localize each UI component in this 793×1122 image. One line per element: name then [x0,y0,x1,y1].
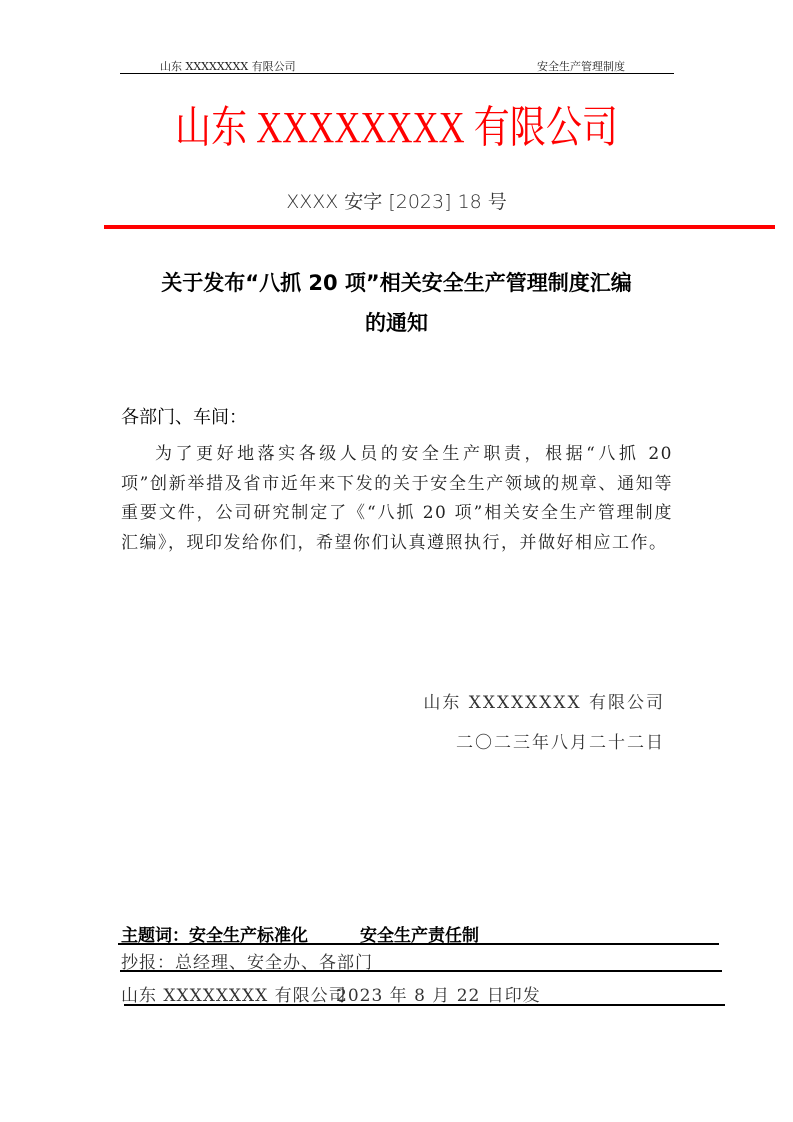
footer-rule-2 [120,970,722,972]
salutation: 各部门、车间： [121,407,247,428]
signature-date: 二〇二三年八月二十二日 [456,733,665,753]
footer-rule-1 [118,943,719,945]
page-header-company: 山东 XXXXXXXX 有限公司 [160,60,296,73]
footer-rule-3 [124,1004,725,1006]
signature-company: 山东 XXXXXXXX 有限公司 [423,693,665,713]
keyword-2: 安全生产责任制 [360,926,479,946]
body-paragraph: 为了更好地落实各级人员的安全生产职责，根据“八抓 20 项”创新举措及省市近年来下发的关于安全生产领域的规章、通知等重要文件，公司研究制定了《“八抓 20 项”相关安全生产管理制度汇编》，现印发给你们，希望你们认真遵照执行，并做好相应工作。 [121,444,673,553]
notice-title-line-2: 的通知 [365,311,428,335]
document-number: XXXX 安字 [2023] 18 号 [286,191,507,213]
cc-list: 抄报：总经理、安全办、各部门 [121,953,373,973]
issuer: 山东 XXXXXXXX 有限公司 [121,986,347,1006]
keywords-label: 主题词： [121,926,189,946]
page-header-rule [120,73,674,74]
notice-title [100,263,693,343]
issue-date: 2023 年 8 月 22 日印发 [336,986,541,1006]
masthead-company-name: 山东 XXXXXXXX 有限公司 [175,103,618,152]
page-header-section: 安全生产管理制度 [537,60,625,73]
red-separator-line [104,225,775,229]
notice-title-line-1: 关于发布“八抓 20 项”相关安全生产管理制度汇编 [161,271,632,295]
keyword-1: 安全生产标准化 [189,926,308,946]
